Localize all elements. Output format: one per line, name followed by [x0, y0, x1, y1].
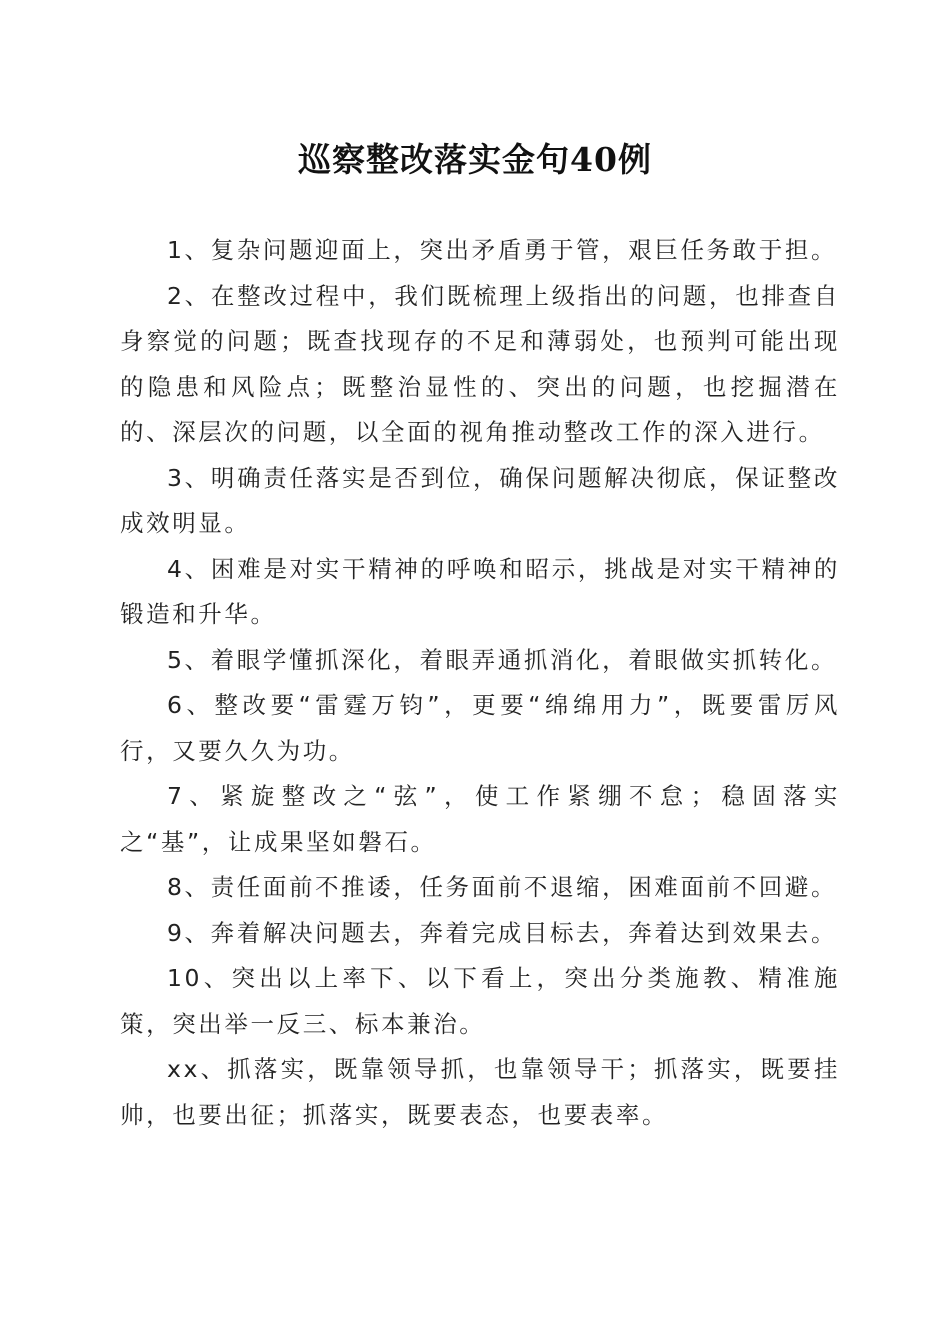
paragraph-4: 4、困难是对实干精神的呼唤和昭示，挑战是对实干精神的锻造和升华。 [120, 554, 840, 628]
paragraph-xx: xx、抓落实，既靠领导抓，也靠领导干；抓落实，既要挂帅，也要出征；抓落实，既要表态，也要表率。 [120, 1055, 840, 1129]
document-body [120, 228, 840, 1138]
paragraph-3: 3、明确责任落实是否到位，确保问题解决彻底，保证整改成效明显。 [120, 463, 840, 537]
paragraph-6: 6、整改要“雷霆万钧”，更要“绵绵用力”，既要雷厉风行，又要久久为功。 [120, 691, 840, 765]
paragraph-5: 5、着眼学懂抓深化，着眼弄通抓消化，着眼做实抓转化。 [167, 645, 838, 674]
paragraph-8: 8、责任面前不推诿，任务面前不退缩，困难面前不回避。 [167, 873, 838, 901]
paragraph-7: 7、紧旋整改之“弦”，使工作紧绷不怠；稳固落实之“基”，让成果坚如磐石。 [120, 782, 840, 856]
paragraph-2: 2、在整改过程中，我们既梳理上级指出的问题，也排查自身察觉的问题；既查找现存的不足和薄弱处，也预判可能出现的隐患和风险点；既整治显性的、突出的问题，也挖掘潜在的、深层次的问题，以全面的视角推动整改工作的深入进行。 [120, 281, 840, 446]
document-title: 巡察整改落实金句40例 [298, 140, 652, 179]
paragraph-9: 9、奔着解决问题去，奔着完成目标去，奔着达到效果去。 [167, 918, 838, 947]
paragraph-10: 10、突出以上率下、以下看上，突出分类施教、精准施策，突出举一反三、标本兼治。 [120, 964, 840, 1038]
paragraph-1: 1、复杂问题迎面上，突出矛盾勇于管，艰巨任务敢于担。 [167, 236, 838, 264]
